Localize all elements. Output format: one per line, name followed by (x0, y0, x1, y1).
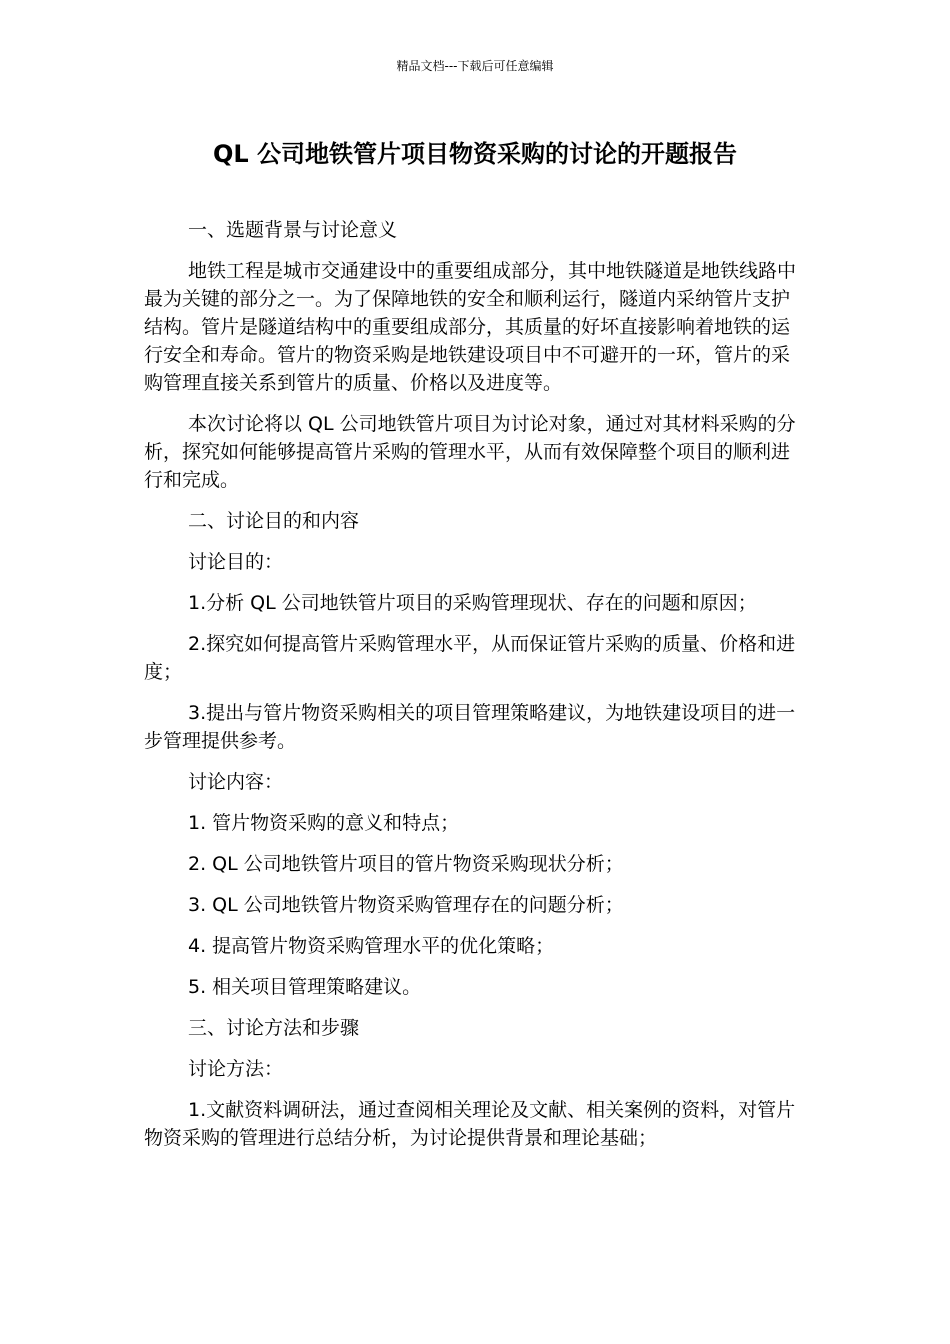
section-heading: 二、讨论目的和内容 (188, 510, 360, 532)
list-item: 5. 相关项目管理策略建议。 (188, 976, 422, 998)
list-item: 1.分析 QL 公司地铁管片项目的采购管理现状、存在的问题和原因； (188, 592, 757, 614)
paragraph: 地铁工程是城市交通建设中的重要组成部分，其中地铁隧道是地铁线路中最为关键的部分之一。为了保障地铁的安全和顺利运行，隧道内采纳管片支护结构。管片是隧道结构中的重要组成部分，其质量的好坏直接影响着地铁的运行安全和寿命。管片的物资采购是地铁建设项目中不可避开的一环，管片的采购管理直接关系到管片的质量、价格以及进度等。 (144, 260, 797, 394)
paragraph: 本次讨论将以 QL 公司地铁管片项目为讨论对象，通过对其材料采购的分析，探究如何能够提高管片采购的管理水平，从而有效保障整个项目的顺利进行和完成。 (144, 413, 796, 491)
subheading: 讨论内容： (188, 771, 284, 793)
page-header: 精品文档---下载后可任意编辑 (396, 59, 554, 73)
section-heading: 一、选题背景与讨论意义 (188, 219, 398, 241)
subheading: 讨论方法： (188, 1058, 284, 1080)
list-item: 2.探究如何提高管片采购管理水平，从而保证管片采购的质量、价格和进度； (144, 633, 796, 683)
subheading: 讨论目的： (188, 551, 284, 573)
list-item: 3. QL 公司地铁管片物资采购管理存在的问题分析； (188, 894, 624, 916)
list-item: 1.文献资料调研法，通过查阅相关理论及文献、相关案例的资料，对管片物资采购的管理进行总结分析，为讨论提供背景和理论基础； (144, 1099, 796, 1149)
document-body (144, 216, 806, 1165)
section-heading: 三、讨论方法和步骤 (188, 1017, 360, 1039)
list-item: 3.提出与管片物资采购相关的项目管理策略建议，为地铁建设项目的进一步管理提供参考。 (144, 702, 796, 752)
document-title: QL 公司地铁管片项目物资采购的讨论的开题报告 (212, 140, 738, 168)
list-item: 4. 提高管片物资采购管理水平的优化策略； (188, 935, 555, 957)
list-item: 1. 管片物资采购的意义和特点； (188, 812, 460, 834)
list-item: 2. QL 公司地铁管片项目的管片物资采购现状分析； (188, 853, 624, 875)
